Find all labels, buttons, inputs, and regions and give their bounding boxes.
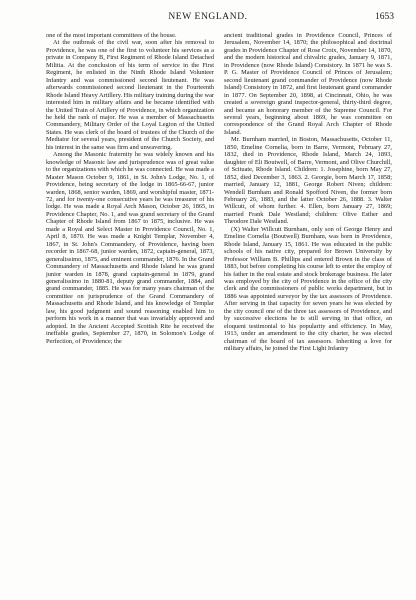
paragraph: Mr. Burnham married, in Boston, Massachusetts, October 11, 1850, Emeline Cornelia, born in Barre, Vermont, February 27, 1832, died in Providence, Rhode Island, March 24, 1893, daughter of Eli Boutwell, of Barre, Vermont, and Olive Churchill, of Scituate, Rhode Island. Children: 1. Josephine, born May 27, 1852, died December 3, 1863. 2. Georgie, born March 17, 1858; married, January 12, 1881, George Robert Niven; children: Wendell Burnham and Ronald Spofford Niven, the former born February 26, 1883, and the latter October 26, 1888. 3. Walter Willcutt, of whom further. 4. Ellen, born January 27, 1869; married Frank Dale Westland; children: Olive Esther and Theodore Dale Westland.: [224, 136, 392, 226]
left-text-column: [46, 32, 214, 592]
running-header: [0, 10, 416, 26]
paragraph: one of the most important committees of the house.: [46, 32, 177, 39]
paragraph: Among the Masonic fraternity he was widely known and his knowledge of Masonic law and jurisprudence was of great value to the organizations with which he was connected. He was made a Master Mason October 9, 1861, in St. John's Lodge, No. 1, of Providence, being secretary of the lodge in 1865-66-67, junior warden, 1868, senior warden, 1869, and worshipful master, 1871-72, and for twenty-one consecutive years he was treasurer of his lodge. He was made a Royal Arch Mason, October 26, 1865, in Providence Chapter, No. 1, and was grand secretary of the Grand Chapter of Rhode Island from 1867 to 1875, inclusive. He was made a Royal and Select Master in Providence Council, No. 1, April 8, 1870. He was made a Knight Templar, November 4, 1867, in St. John's Commandery, of Providence, having been recorder in 1867-68, junior warden, 1872, captain-general, 1873, generalissimo, 1875, and eminent commander, 1876. In the Grand Commandery of Massachusetts and Rhode Island he was grand junior warden in 1878, grand captain-general in 1879, grand generalissimo in 1880-81, deputy grand commander, 1884, and grand commander, 1885. He was for many years chairman of the committee on jurisprudence of the Grand Commandery of Massachusetts and Rhode Island, and his knowledge of Templar law, his good judgment and sound reasoning enabled him to perform his work in a manner that was invariably approved and adopted. In the Ancient Accepted Scottish Rite he received the ineffable grades, September 27, 1870, in Solomon's Lodge of Perfection, of Providence; the: [46, 151, 214, 345]
running-title: NEW ENGLAND.: [168, 12, 248, 22]
paragraph: (X) Walter Willcutt Burnham, only son of George Henry and Emeline Cornelia (Boutwell) Burnham, was born in Providence, Rhode Island, January 15, 1861. He was educated in the public schools of his native city, prepared for Brown University by Professor William B. Phillips and entered Brown in the class of 1883, but before completing his course left to enter the employ of his father in the real estate and stock brokerage business. He later was employed by the city of Providence in the office of the city clerk and the commissioners of public works department, but in 1886 was appointed surveyor by the tax assessors of Providence. After serving in that capacity for seven years he was elected by the city council one of the three tax assessors of Providence, and by successive elections he is still serving in that office, an eloquent testimonial to his popularity and efficiency. In May, 1913, under an amendment to the city charter, he was elected chairman of the board of tax assessors. Inheriting a love for military affairs, he joined the First Light Infantry: [224, 225, 392, 353]
right-text-column: [224, 32, 392, 592]
paragraph: At the outbreak of the civil war, soon after his removal to Providence, he was one of the first to volunteer his services as a private in Company B, First Regiment of Rhode Island Detached Militia. At the conclusion of his term of service in the First Regiment, he enlisted in the Ninth Rhode Island Volunteer Infantry and was commissioned second lieutenant. He was afterwards commissioned second lieutenant in the Fourteenth Rhode Island Heavy Artillery. His military training during the war interested him in military affairs and he became identified with the United Train of Artillery of Providence, in which organization he held the rank of major. He was a member of Massachusetts Commandery, Military Order of the Loyal Legion of the United States. He was clerk of the board of trustees of the Church of the Mediator for several years, president of the Church Society, and his interest in the same was firm and unwavering.: [46, 39, 214, 151]
page-number: 1653: [375, 12, 394, 22]
paragraph: ancient traditional grades in Providence Council, Princes of Jerusalem, November 14, 1870; the philosophical and doctrinal grades in Providence Chapter of Rose Croix, November 14, 1870, and the modern historical and chivalric grades, January 9, 1871, in Providence (now Rhode Island) Consistory. In 1871 he was S. P. G. Master of Providence Council of Princes of Jerusalem; second lieutenant grand commander of Providence (now Rhode Island) Consistory in 1872, and first lieutenant grand commander in 1877. On September 20, 1898, at Cincinnati, Ohio, he was created a sovereign grand inspector-general, thirty-third degree, and became an honorary member of the Supreme Council. For several years, beginning about 1869, he was committee on correspondence of the Grand Royal Arch Chapter of Rhode Island.: [224, 32, 392, 136]
